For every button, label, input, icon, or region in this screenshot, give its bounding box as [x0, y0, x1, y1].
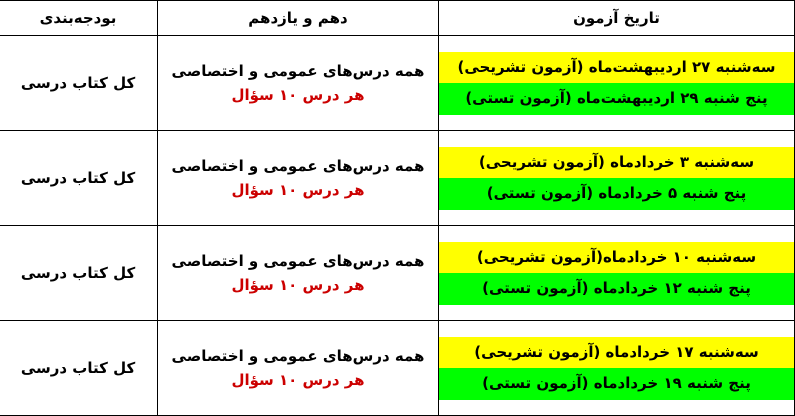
grade-questions-text: هر درس ۱۰ سؤال	[231, 86, 365, 104]
grade-questions-text: هر درس ۱۰ سؤال	[231, 181, 365, 199]
date-multiple-choice-exam: پنج شنبه ۱۹ خردادماه (آزمون تستی)	[439, 368, 794, 400]
grade-subjects-text: همه درس‌های عمومی و اختصاصی	[171, 251, 425, 270]
header-cell-grade: دهم و یازدهم	[158, 1, 439, 36]
grade-subjects-text: همه درس‌های عمومی و اختصاصی	[171, 346, 425, 365]
table-header	[0, 1, 795, 36]
cell-grade-subjects	[158, 36, 439, 131]
date-descriptive-exam: سه‌شنبه ۱۰ خردادماه(آزمون تشریحی)	[439, 242, 794, 274]
date-stack	[439, 36, 794, 130]
date-stack	[439, 321, 794, 415]
grade-questions-text: هر درس ۱۰ سؤال	[231, 371, 365, 389]
date-descriptive-exam: سه‌شنبه ۳ خردادماه (آزمون تشریحی)	[439, 147, 794, 179]
date-multiple-choice-exam: پنج شنبه ۵ خردادماه (آزمون تستی)	[439, 178, 794, 210]
table-row	[0, 321, 795, 416]
date-descriptive-exam: سه‌شنبه ۲۷ اردیبهشت‌ماه (آزمون تشریحی)	[439, 52, 794, 84]
date-multiple-choice-exam: پنج شنبه ۲۹ اردیبهشت‌ماه (آزمون تستی)	[439, 83, 794, 115]
cell-budget: کل کتاب درسی	[0, 36, 158, 131]
grade-subjects-text: همه درس‌های عمومی و اختصاصی	[171, 61, 425, 80]
cell-budget: کل کتاب درسی	[0, 226, 158, 321]
header-cell-date: تاریخ آزمون	[439, 1, 795, 36]
header-row	[0, 1, 795, 36]
cell-grade-subjects	[158, 226, 439, 321]
cell-exam-date	[439, 36, 795, 131]
date-descriptive-exam: سه‌شنبه ۱۷ خردادماه (آزمون تشریحی)	[439, 337, 794, 369]
table-body	[0, 36, 795, 416]
cell-exam-date	[439, 131, 795, 226]
cell-grade-subjects	[158, 131, 439, 226]
cell-budget: کل کتاب درسی	[0, 321, 158, 416]
grade-questions-text: هر درس ۱۰ سؤال	[231, 276, 365, 294]
date-stack	[439, 131, 794, 225]
date-stack	[439, 226, 794, 320]
cell-exam-date	[439, 226, 795, 321]
table-row	[0, 131, 795, 226]
table-row	[0, 226, 795, 321]
date-multiple-choice-exam: پنج شنبه ۱۲ خردادماه (آزمون تستی)	[439, 273, 794, 305]
cell-grade-subjects	[158, 321, 439, 416]
cell-budget: کل کتاب درسی	[0, 131, 158, 226]
header-cell-budget: بودجه‌بندی	[0, 1, 158, 36]
grade-subjects-text: همه درس‌های عمومی و اختصاصی	[171, 156, 425, 175]
table-row	[0, 36, 795, 131]
cell-exam-date	[439, 321, 795, 416]
